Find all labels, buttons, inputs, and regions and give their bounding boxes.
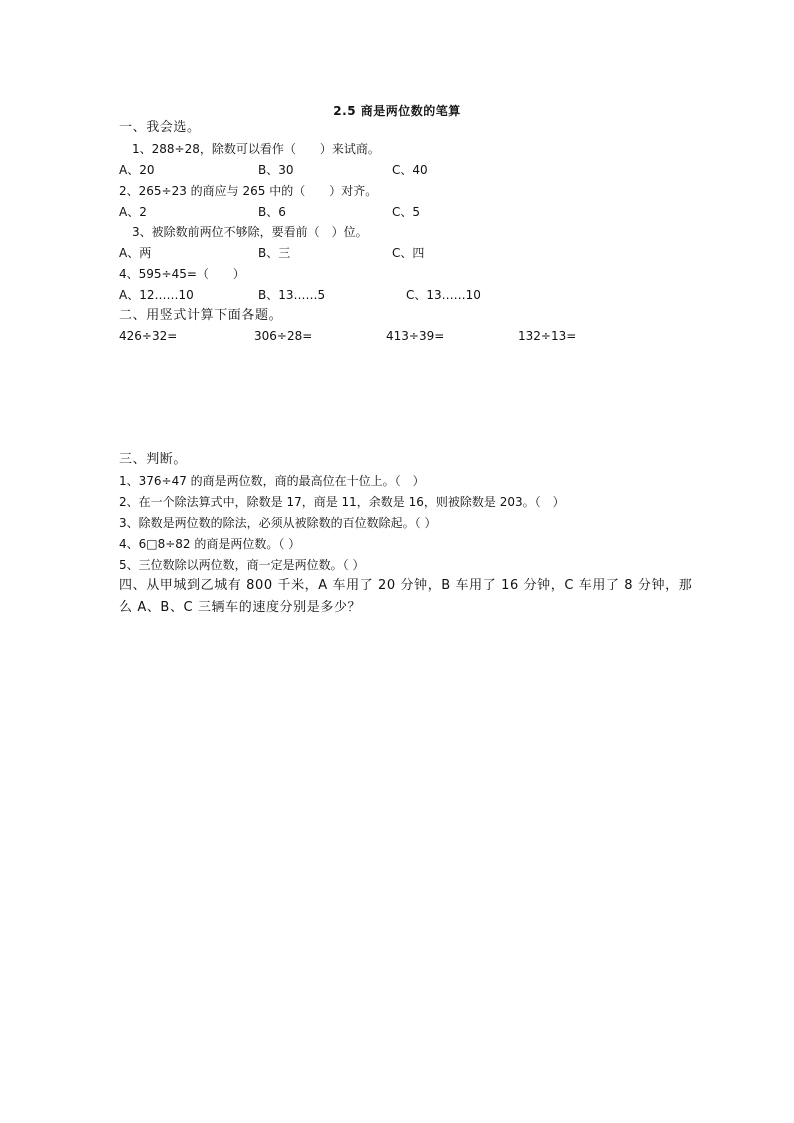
judgment-item-2: 2、在一个除法算式中，除数是 17，商是 11，余数是 16，则被除数是 203。（ ） [119, 495, 565, 509]
question-1-text: 1、288÷28，除数可以看作（ ）来试商。 [132, 142, 380, 156]
judgment-item-3: 3、除数是两位数的除法，必须从被除数的百位数除起。（ ） [119, 516, 437, 530]
question-2-option-b: B、6 [258, 205, 286, 219]
judgment-item-5: 5、三位数除以两位数，商一定是两位数。（ ） [119, 558, 365, 572]
question-4-text: 4、595÷45=（ ） [119, 267, 245, 281]
calc-problem-4: 132÷13= [518, 329, 577, 343]
question-2-option-c: C、5 [392, 205, 421, 219]
question-3-option-c: C、四 [392, 246, 425, 260]
page-title: 2.5 商是两位数的笔算 [333, 104, 461, 118]
section-3-heading: 三、判断。 [119, 452, 188, 467]
question-4-option-c: C、13……10 [406, 288, 481, 302]
judgment-item-4: 4、6□8÷82 的商是两位数。（ ） [119, 537, 301, 551]
word-problem-line-1: 四、从甲城到乙城有 800 千米，A 车用了 20 分钟，B 车用了 16 分钟，C 车用了 8 分钟，那 [119, 578, 693, 593]
section-2-heading: 二、用竖式计算下面各题。 [119, 308, 283, 323]
question-4-option-b: B、13……5 [258, 288, 326, 302]
question-3-option-a: A、两 [119, 246, 152, 260]
judgment-item-1: 1、376÷47 的商是两位数，商的最高位在十位上。（ ） [119, 474, 425, 488]
calc-problem-3: 413÷39= [386, 329, 445, 343]
question-3-option-b: B、三 [258, 246, 291, 260]
question-4-option-a: A、12……10 [119, 288, 194, 302]
section-1-heading: 一、我会选。 [119, 120, 201, 135]
question-1-option-a: A、20 [119, 163, 155, 177]
question-3-text: 3、被除数前两位不够除，要看前（ ）位。 [132, 225, 368, 239]
question-2-text: 2、265÷23 的商应与 265 中的（ ）对齐。 [119, 184, 378, 198]
calc-problem-2: 306÷28= [254, 329, 313, 343]
word-problem-line-2: 么 A、B、C 三辆车的速度分别是多少？ [119, 600, 362, 615]
question-1-option-c: C、40 [392, 163, 428, 177]
question-1-option-b: B、30 [258, 163, 294, 177]
question-2-option-a: A、2 [119, 205, 147, 219]
calc-problem-1: 426÷32= [119, 329, 178, 343]
